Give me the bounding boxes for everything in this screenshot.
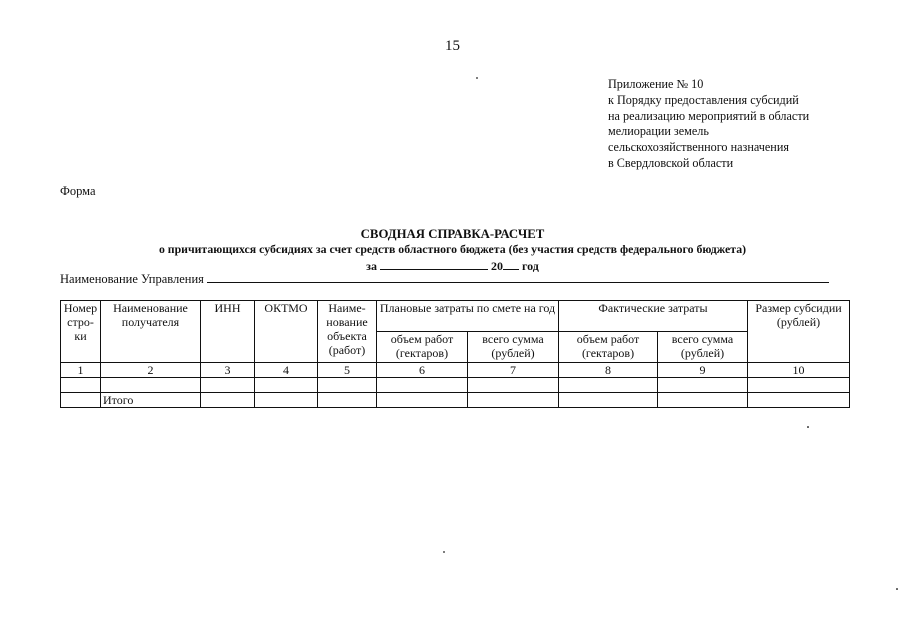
appendix-line: на реализацию мероприятий в области [608, 108, 810, 123]
table-cell [658, 378, 748, 393]
header-row [61, 301, 850, 332]
table-cell [377, 393, 468, 408]
header-object: Наиме- нование объекта (работ) [318, 301, 377, 363]
scan-speck [476, 77, 478, 79]
appendix-line: в Свердловской области [608, 155, 734, 170]
header-sum-actual: всего сумма (рублей) [658, 332, 748, 363]
table-cell [468, 378, 559, 393]
table-cell [559, 378, 658, 393]
table-cell [101, 378, 201, 393]
header-planned: Плановые затраты по смете на год [377, 301, 559, 332]
header-inn: ИНН [201, 301, 255, 363]
table-cell [748, 378, 850, 393]
column-number: 1 [61, 363, 101, 378]
table-cell [201, 378, 255, 393]
table-cell [201, 393, 255, 408]
table-cell [318, 393, 377, 408]
page-number: 15 [445, 38, 460, 54]
period-blank [380, 258, 488, 270]
scan-speck [807, 426, 809, 428]
header-sum-planned: всего сумма (рублей) [468, 332, 559, 363]
column-number: 6 [377, 363, 468, 378]
scan-speck [896, 588, 898, 590]
header-volume-planned: объем работ (гектаров) [377, 332, 468, 363]
table-cell [61, 378, 101, 393]
report-table [60, 300, 850, 408]
table-cell [255, 393, 318, 408]
table-cell [658, 393, 748, 408]
period-suffix: год [521, 259, 539, 273]
table-cell [748, 393, 850, 408]
management-label: Наименование Управления [60, 272, 204, 286]
management-line [60, 271, 829, 287]
header-recipient: Наименование получателя [101, 301, 201, 363]
period-year-prefix: 20 [490, 259, 503, 273]
table-cell [377, 378, 468, 393]
management-blank [207, 271, 829, 283]
form-label: Форма [60, 184, 96, 198]
header-actual: Фактические затраты [559, 301, 748, 332]
column-number: 10 [748, 363, 850, 378]
header-volume-actual: объем работ (гектаров) [559, 332, 658, 363]
total-row [61, 393, 850, 408]
appendix-line: Приложение № 10 [608, 77, 704, 91]
total-label: Итого [101, 393, 201, 408]
column-number: 8 [559, 363, 658, 378]
document-subtitle: о причитающихся субсидиях за счет средств областного бюджета (без участия средств федерального бюджета) [158, 242, 747, 256]
period-prefix: за [366, 259, 377, 273]
appendix-block [608, 77, 809, 172]
column-number: 2 [101, 363, 201, 378]
table-cell [468, 393, 559, 408]
header-oktmo: ОКТМО [255, 301, 318, 363]
table-cell [61, 393, 101, 408]
header-subsidy: Размер субсидии (рублей) [748, 301, 850, 363]
column-numbers-row [61, 363, 850, 378]
column-number: 4 [255, 363, 318, 378]
document-title: СВОДНАЯ СПРАВКА-РАСЧЕТ [360, 227, 545, 241]
table-cell [255, 378, 318, 393]
table-cell [559, 393, 658, 408]
column-number: 5 [318, 363, 377, 378]
column-number: 9 [658, 363, 748, 378]
table-cell [318, 378, 377, 393]
appendix-line: сельскохозяйственного назначения [608, 140, 789, 155]
empty-data-row [61, 378, 850, 393]
appendix-line: к Порядку предоставления субсидий [608, 92, 799, 107]
scan-speck [443, 551, 445, 553]
header-row-number: Номер стро- ки [61, 301, 101, 363]
column-number: 7 [468, 363, 559, 378]
year-blank [503, 258, 519, 270]
column-number: 3 [201, 363, 255, 378]
appendix-line: мелиорации земель [608, 124, 709, 139]
